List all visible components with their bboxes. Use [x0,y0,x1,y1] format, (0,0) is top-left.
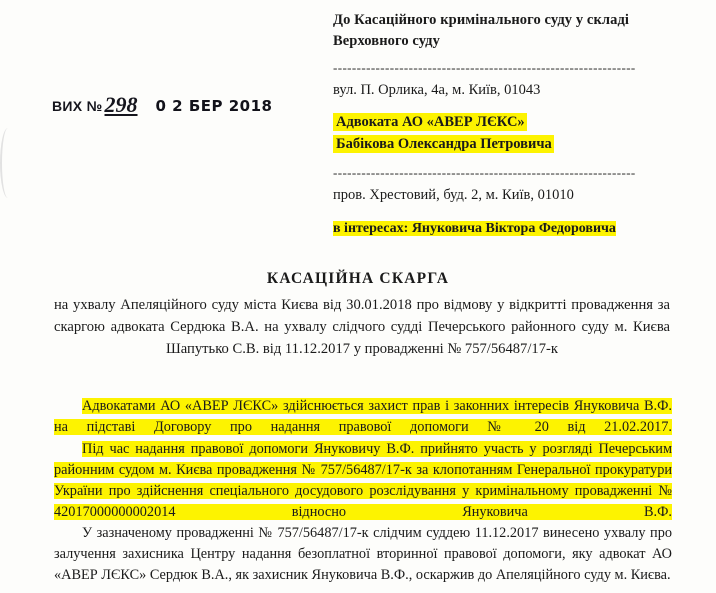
advocate-block [333,112,703,156]
paragraph: Адвокатами АО «АВЕР ЛЄКС» здійснюється захист прав і законних інтересів Януковича В.Ф. на підставі Договору про надання правової допомоги № 20 від 21.02.2017. [54,398,672,436]
header-block [333,10,703,237]
outgoing-label: ВИХ № [52,98,103,114]
divider-2: ---------------------------------------------------------------- [333,164,636,180]
addressee-line-1: До Касаційного кримінального суду у складі [333,12,630,28]
advocate-address: пров. Хрестовий, буд. 2, м. Київ, 01010 [333,186,574,203]
divider-1: ---------------------------------------------------------------- [333,60,636,76]
outgoing-number: 298 [104,92,138,117]
court-address: вул. П. Орлика, 4а, м. Київ, 01043 [333,82,541,99]
advocate-line-2: Бабікова Олександра Петровича [333,134,703,156]
date-stamp: 0 2 БЕР 2018 [155,97,273,115]
addressee-line-2: Верховного суду [333,32,440,49]
document-body [54,396,672,587]
document-title: КАСАЦІЙНА СКАРГА [266,270,450,287]
paragraph: Під час надання правової допомоги Януковичу В.Ф. прийнято участь у розгляді Печерським районним судом м. Києва провадження № 757/56487/17-к за клопотанням Генеральної прокуратури України про здійснення спеціального досудового розслідування у кримінальному провадженні № 42017000000002014 відносно Януковича В.Ф. [54,440,672,520]
interests-line: в інтересах: Януковича Віктора Федоровича [333,221,616,237]
outgoing-number-stamp [52,92,272,118]
advocate-line-1: Адвоката АО «АВЕР ЛЄКС» [333,112,703,134]
paragraph: У зазначеному провадженні № 757/56487/17-к слідчим суддею 11.12.2017 винесено ухвалу про залучення захисника Центру надання безоплатної вторинної правової допомоги, яку адвокат АО «АВЕР ЛЄКС» Сердюк В.А., як захисник Януковича В.Ф., оскаржив до Апеляційного суду м. Києва. [54,525,672,584]
page-edge-artifact [0,128,16,198]
document-subtitle: на ухвалу Апеляційного суду міста Києва від 30.01.2018 про відмову у відкритті провадження за скаргою адвоката Сердюка В.А. на ухвалу слідчого судді Печерського районного суду м. Києва Шапутько С.В. від 11.12.2017 у провадженні № 757/56487/17-к [54,297,670,358]
